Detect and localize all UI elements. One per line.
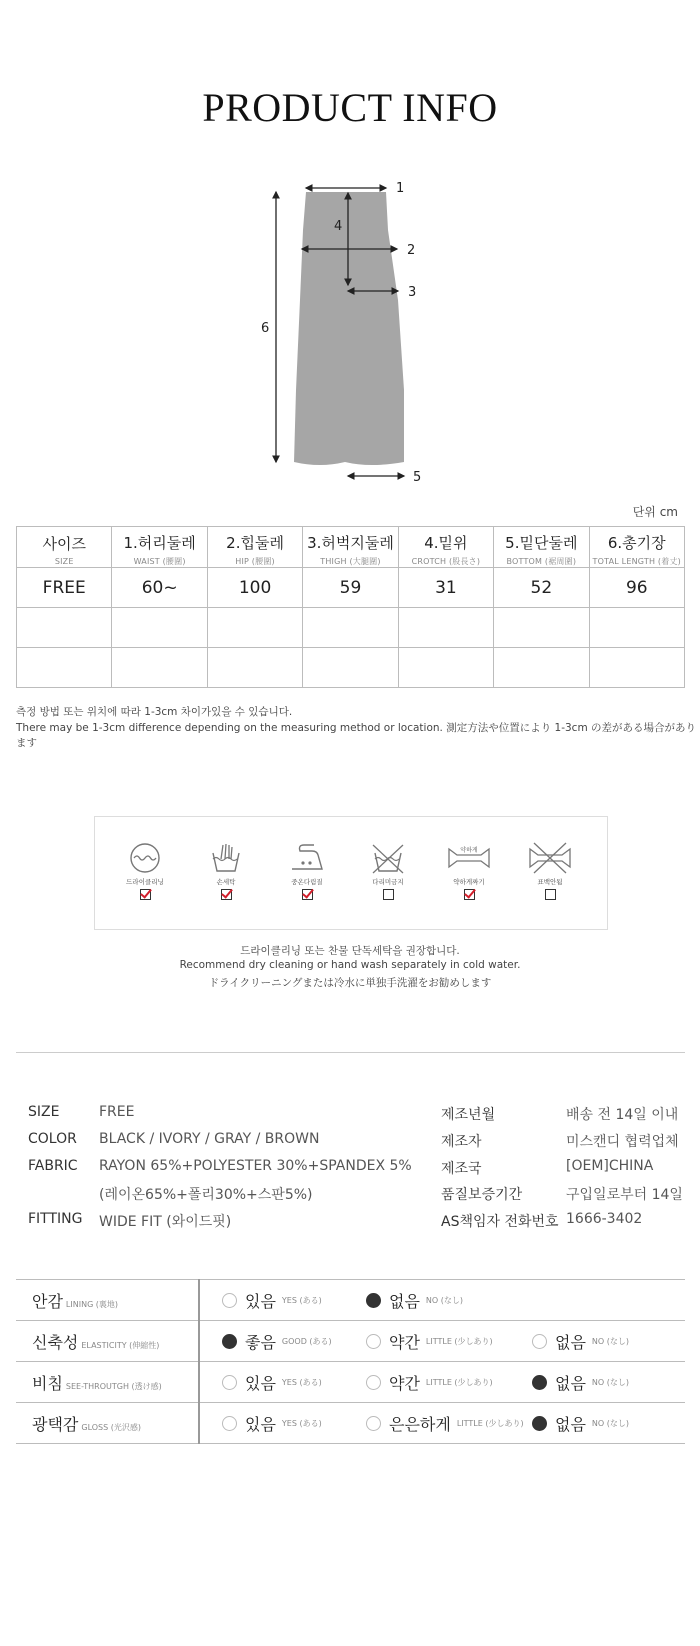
table-cell: 96 — [589, 568, 684, 608]
care-item-iron — [277, 841, 337, 900]
radio-icon — [222, 1416, 237, 1431]
table-cell — [303, 608, 398, 648]
elasticity-option-good[interactable]: 좋음 GOOD (ある) — [222, 1321, 332, 1361]
table-cell — [17, 608, 112, 648]
col-hip: 2.힙둘레 HIP (腰圍) — [207, 527, 302, 568]
no-tumble-dry-icon — [371, 841, 405, 875]
elasticity-option-little[interactable]: 약간 LITTLE (少しあり) — [366, 1321, 493, 1361]
spec-key-warranty: 품질보증기간 — [441, 1187, 523, 1203]
spec-key-manufacture-date: 제조년월 — [441, 1107, 496, 1123]
diagram-label-3: 3 — [408, 285, 417, 300]
care-item-no-tumble — [358, 841, 418, 900]
care-label: 드라이클리닝 — [126, 878, 164, 886]
table-cell: 60~ — [112, 568, 207, 608]
table-cell — [112, 608, 207, 648]
measure-note-en: There may be 1-3cm difference depending on the measuring method or location. 測定方法や位置により 1-3cm の差がある場合があります — [16, 722, 697, 749]
gloss-option-little[interactable]: 은은하게 LITTLE (少しあり) — [366, 1403, 524, 1443]
radio-icon — [532, 1334, 547, 1349]
feel-row-header: 광택감 GLOSS (光沢感) — [16, 1403, 199, 1444]
care-item-gentle-wring — [439, 841, 499, 900]
table-cell — [112, 648, 207, 688]
radio-icon — [366, 1334, 381, 1349]
care-item-hand-wash — [196, 841, 256, 900]
diagram-label-6: 6 — [261, 321, 270, 336]
radio-icon — [366, 1375, 381, 1390]
radio-icon — [366, 1293, 381, 1308]
col-total-length: 6.총기장 TOTAL LENGTH (着丈) — [589, 527, 684, 568]
spec-key-as-phone: AS책임자 전화번호 — [441, 1214, 559, 1230]
col-size: 사이즈 SIZE — [17, 527, 112, 568]
skirt-measurement-diagram — [0, 170, 700, 490]
spec-value-fitting: WIDE FIT (와이드핏) — [99, 1214, 232, 1230]
table-row — [17, 608, 685, 648]
lining-option-yes[interactable]: 있음 YES (ある) — [222, 1280, 322, 1320]
col-crotch: 4.밑위 CROTCH (股長さ) — [398, 527, 493, 568]
radio-icon — [222, 1334, 237, 1349]
feel-row-elasticity — [16, 1321, 685, 1362]
care-checkbox — [383, 889, 394, 900]
gloss-option-yes[interactable]: 있음 YES (ある) — [222, 1403, 322, 1443]
diagram-label-1: 1 — [396, 181, 405, 196]
spec-key-fabric: FABRIC — [28, 1158, 78, 1174]
spec-value-fabric-kr: (레이온65%+폴리30%+스판5%) — [99, 1187, 313, 1203]
table-cell — [589, 648, 684, 688]
table-cell — [398, 648, 493, 688]
table-cell: FREE — [17, 568, 112, 608]
feel-row-lining — [16, 1280, 685, 1321]
size-table-header — [17, 527, 685, 568]
spec-key-manufacturer: 제조자 — [441, 1134, 482, 1150]
no-bleach-icon — [528, 841, 572, 875]
spec-value-manufacturer: 미스캔디 협력업체 — [566, 1134, 679, 1150]
col-waist: 1.허리둘레 WAIST (腰圍) — [112, 527, 207, 568]
see-through-option-yes[interactable]: 있음 YES (ある) — [222, 1362, 322, 1402]
svg-text:약하게: 약하게 — [460, 847, 478, 854]
measure-note-kr: 측정 방법 또는 위치에 따라 1-3cm 차이가있을 수 있습니다. — [16, 706, 293, 718]
table-cell: 59 — [303, 568, 398, 608]
diagram-label-2: 2 — [407, 243, 416, 258]
spec-value-fabric: RAYON 65%+POLYESTER 30%+SPANDEX 5% — [99, 1158, 412, 1174]
care-instructions-box — [94, 816, 608, 930]
spec-key-fitting: FITTING — [28, 1211, 83, 1227]
hand-wash-icon — [209, 841, 243, 875]
spec-key-color: COLOR — [28, 1131, 77, 1147]
spec-value-manufacture-date: 배송 전 14일 이내 — [566, 1107, 679, 1123]
table-cell — [207, 648, 302, 688]
table-cell — [398, 608, 493, 648]
care-text-en: Recommend dry cleaning or hand wash separately in cold water. — [179, 959, 521, 971]
table-cell — [494, 608, 589, 648]
care-checkbox — [140, 889, 151, 900]
diagram-label-5: 5 — [413, 470, 422, 485]
care-item-no-bleach — [520, 841, 580, 900]
table-row — [17, 568, 685, 608]
care-checkbox — [221, 889, 232, 900]
radio-icon — [222, 1293, 237, 1308]
see-through-option-no[interactable]: 없음 NO (なし) — [532, 1362, 629, 1402]
elasticity-option-no[interactable]: 없음 NO (なし) — [532, 1321, 629, 1361]
care-item-dry-clean — [115, 841, 175, 900]
fabric-feel-table — [16, 1279, 685, 1444]
care-label: 다리미금지 — [372, 878, 404, 886]
feel-row-header: 신축성 ELASTICITY (伸縮性) — [16, 1321, 199, 1362]
gloss-option-no[interactable]: 없음 NO (なし) — [532, 1403, 629, 1443]
diagram-label-4: 4 — [334, 219, 343, 234]
section-divider — [16, 1052, 685, 1053]
feel-row-header: 비침 SEE-THROUTGH (透け感) — [16, 1362, 199, 1403]
table-cell — [303, 648, 398, 688]
spec-value-size: FREE — [99, 1104, 135, 1120]
spec-key-size: SIZE — [28, 1104, 60, 1120]
table-cell: 52 — [494, 568, 589, 608]
table-row — [17, 648, 685, 688]
radio-icon — [532, 1375, 547, 1390]
lining-option-no[interactable]: 없음 NO (なし) — [366, 1280, 463, 1320]
spec-value-country: [OEM]CHINA — [566, 1158, 654, 1174]
size-table — [16, 526, 685, 688]
spec-value-as-phone: 1666-3402 — [566, 1211, 643, 1227]
radio-icon — [532, 1416, 547, 1431]
spec-value-color: BLACK / IVORY / GRAY / BROWN — [99, 1131, 320, 1147]
care-label: 표백안됨 — [537, 878, 563, 886]
table-cell — [494, 648, 589, 688]
page-title: PRODUCT INFO — [202, 85, 498, 130]
feel-row-gloss — [16, 1403, 685, 1444]
unit-label: 단위 cm — [632, 505, 678, 519]
spec-key-country: 제조국 — [441, 1161, 482, 1177]
table-cell — [207, 608, 302, 648]
col-bottom: 5.밑단둘레 BOTTOM (裾周圍) — [494, 527, 589, 568]
spec-value-warranty: 구입일로부터 14일 — [566, 1187, 683, 1203]
dry-clean-icon — [128, 841, 162, 875]
care-label: 손세탁 — [216, 878, 236, 886]
care-label: 중온다림질 — [291, 878, 323, 886]
iron-icon — [290, 841, 324, 875]
table-cell: 100 — [207, 568, 302, 608]
table-cell — [589, 608, 684, 648]
care-checkbox — [545, 889, 556, 900]
care-label: 약하게짜기 — [453, 878, 485, 886]
care-text-kr: 드라이클리닝 또는 찬물 단독세탁을 권장합니다. — [240, 945, 460, 957]
gentle-wring-icon — [447, 841, 491, 875]
care-checkbox — [464, 889, 475, 900]
col-thigh: 3.허벅지둘레 THIGH (大腿圍) — [303, 527, 398, 568]
skirt-silhouette — [294, 192, 404, 465]
table-cell: 31 — [398, 568, 493, 608]
radio-icon — [366, 1416, 381, 1431]
table-cell — [17, 648, 112, 688]
feel-row-header: 안감 LINING (裏地) — [16, 1280, 199, 1321]
radio-icon — [222, 1375, 237, 1390]
care-text-jp: ドライクリーニングまたは冷水に単独手洗濯をお勧めします — [208, 977, 492, 989]
feel-row-see-through — [16, 1362, 685, 1403]
care-checkbox — [302, 889, 313, 900]
see-through-option-little[interactable]: 약간 LITTLE (少しあり) — [366, 1362, 493, 1402]
